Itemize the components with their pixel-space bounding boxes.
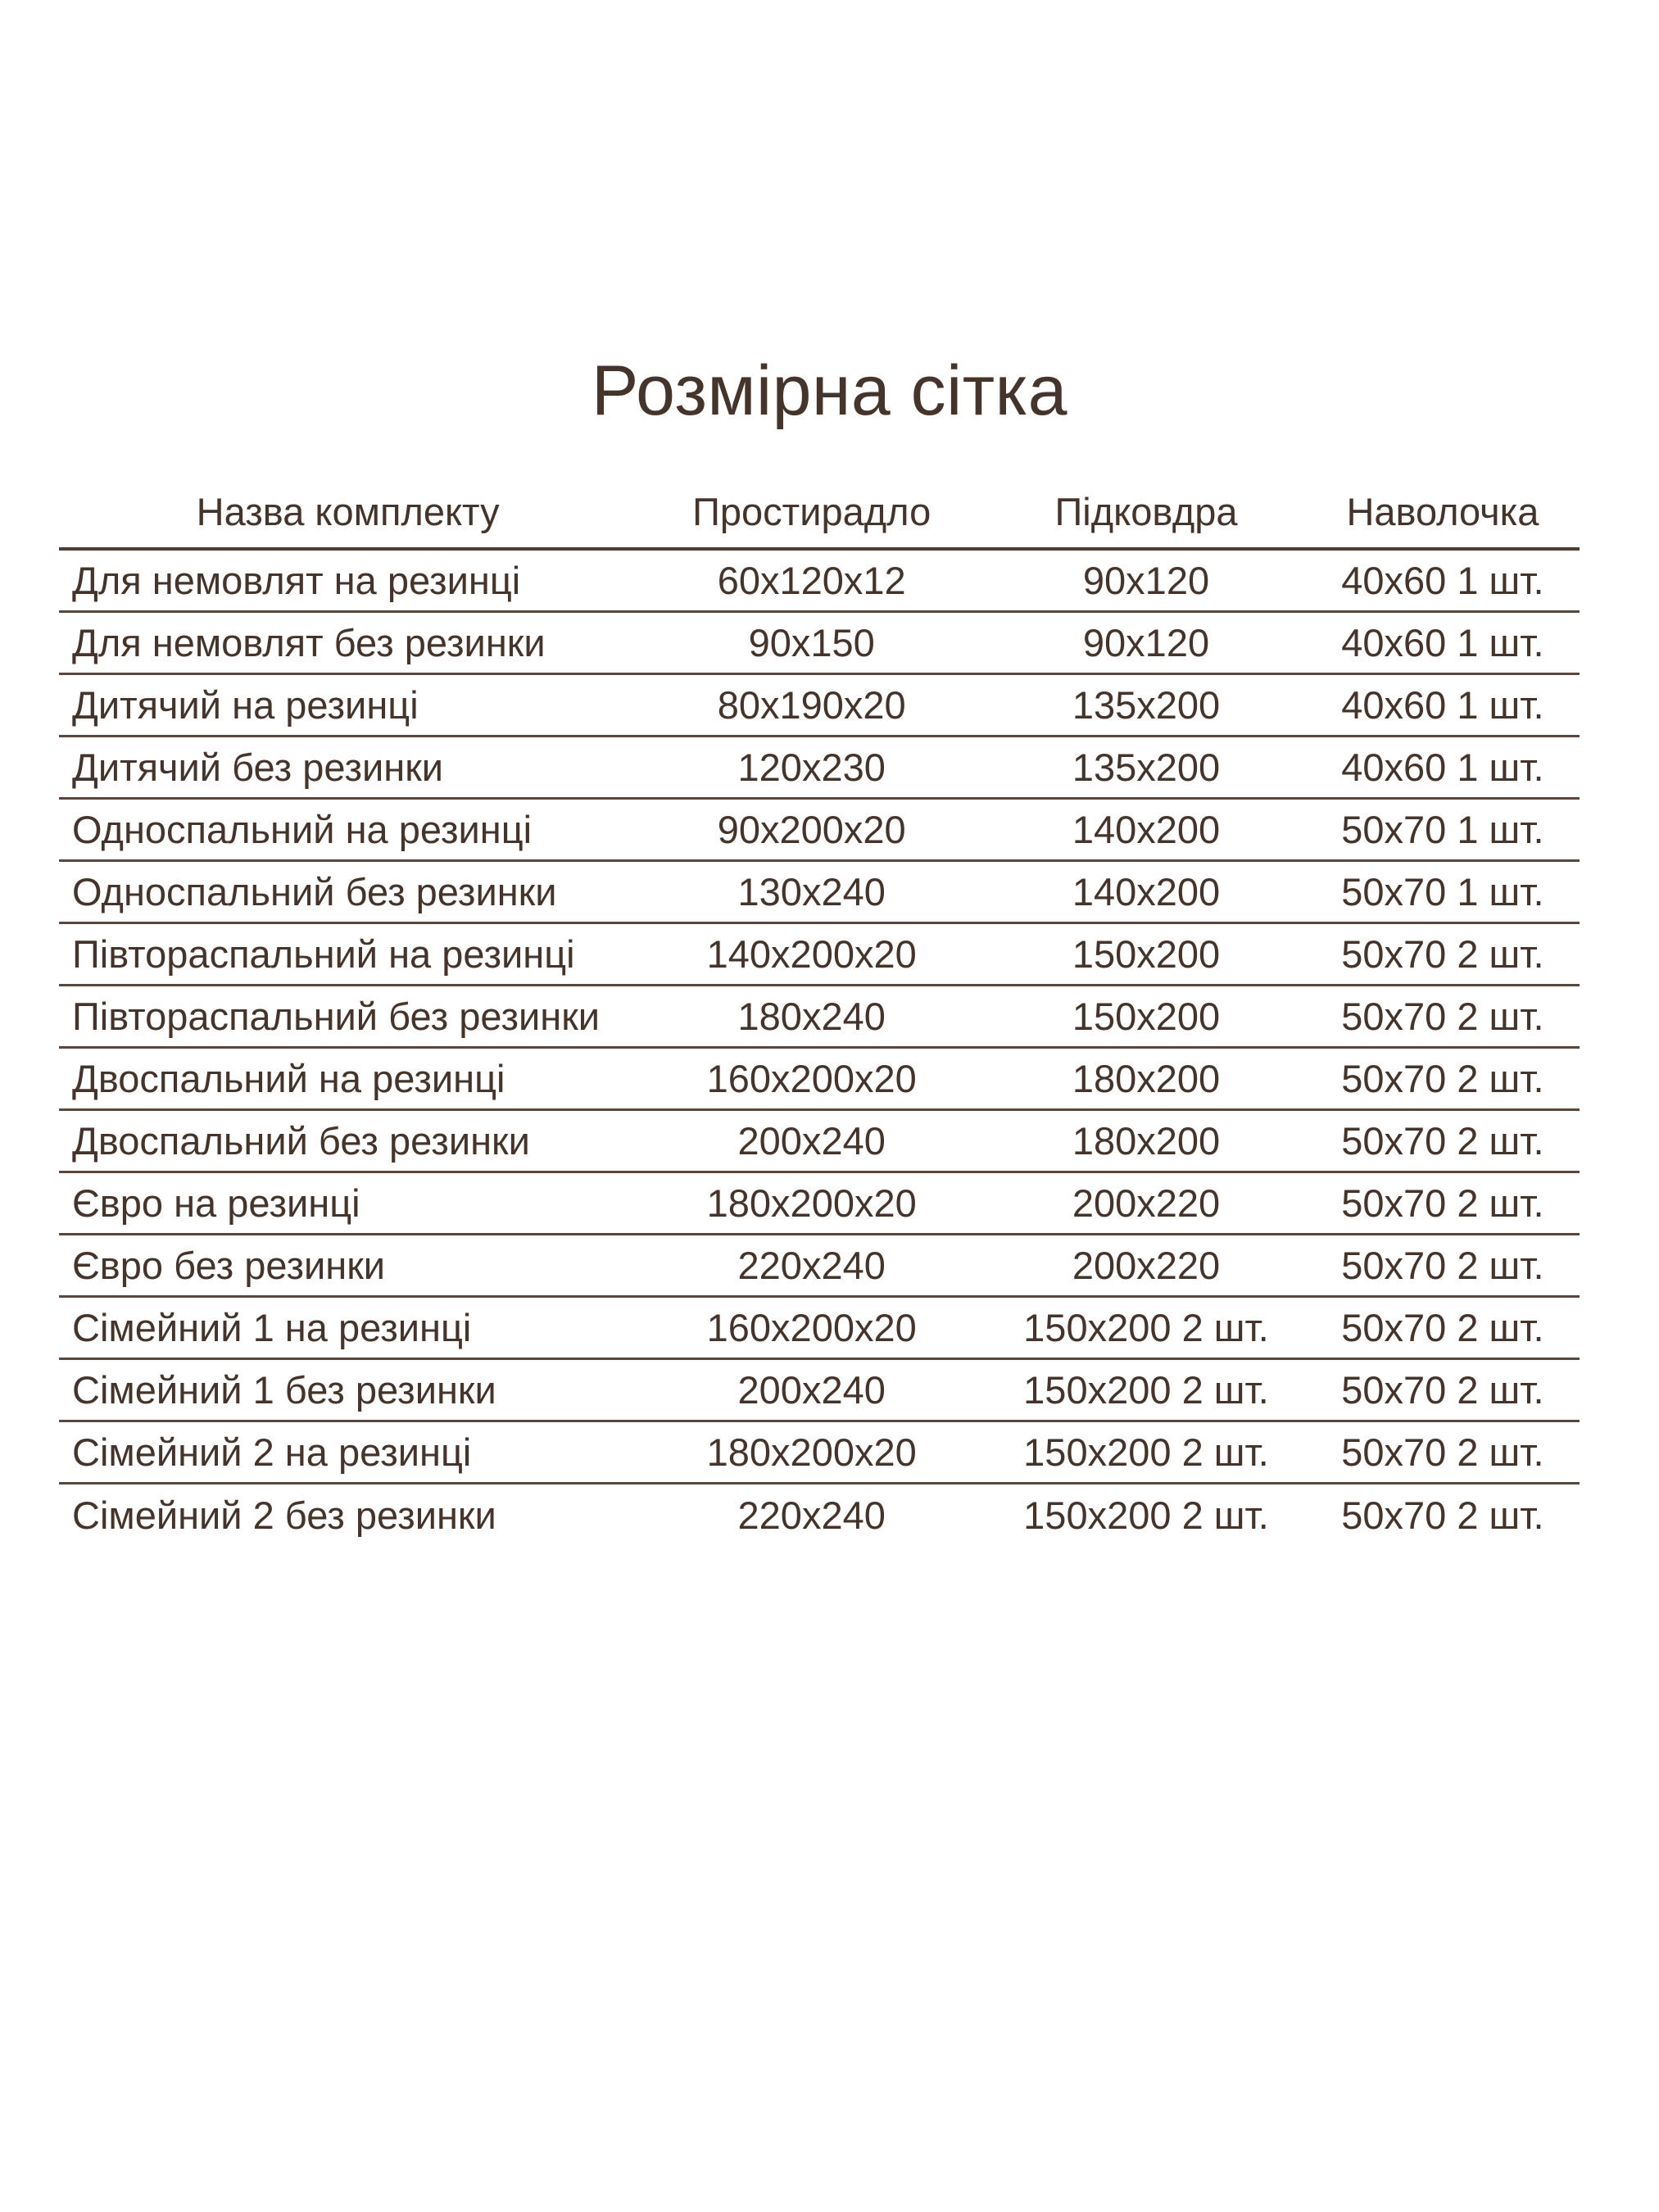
table-row [59, 1173, 1580, 1235]
cell-set-name: Двоспальний без резинки [72, 1118, 530, 1163]
table-row [59, 800, 1580, 862]
table-row [59, 737, 1580, 800]
header-cell-sheet: Простирадло [692, 490, 931, 534]
cell-pillowcase: 40х60 1 шт. [1341, 558, 1544, 602]
cell-pillowcase: 40х60 1 шт. [1341, 745, 1544, 789]
cell-set-name: Сімейний 2 на резинці [72, 1430, 472, 1474]
cell-sheet: 200х240 [737, 1367, 886, 1412]
table-row [59, 1111, 1580, 1173]
cell-duvet: 135х200 [1072, 745, 1221, 789]
cell-duvet: 150х200 2 шт. [1023, 1430, 1269, 1474]
cell-pillowcase: 50х70 2 шт. [1341, 1367, 1544, 1412]
cell-pillowcase: 50х70 2 шт. [1341, 994, 1544, 1038]
cell-pillowcase: 50х70 2 шт. [1341, 1118, 1544, 1163]
cell-sheet: 180х200х20 [706, 1430, 917, 1474]
table-row [59, 675, 1580, 737]
cell-pillowcase: 50х70 2 шт. [1341, 931, 1544, 976]
cell-pillowcase: 50х70 1 шт. [1341, 807, 1544, 851]
cell-duvet: 180х200 [1072, 1056, 1221, 1100]
header-cell-set-name: Назва комплекту [196, 490, 500, 534]
size-table [59, 477, 1580, 1547]
cell-pillowcase: 50х70 2 шт. [1341, 1056, 1544, 1100]
cell-duvet: 200х220 [1072, 1243, 1221, 1287]
cell-sheet: 160х200х20 [706, 1305, 917, 1349]
table-row [59, 613, 1580, 675]
table-row [59, 1298, 1580, 1360]
cell-set-name: Півтораспальний на резинці [72, 931, 575, 976]
cell-pillowcase: 50х70 2 шт. [1341, 1243, 1544, 1287]
cell-set-name: Дитячий без резинки [72, 745, 444, 789]
header-cell-pillowcase: Наволочка [1346, 490, 1539, 534]
cell-duvet: 180х200 [1072, 1118, 1221, 1163]
cell-set-name: Сімейний 1 без резинки [72, 1367, 496, 1412]
cell-set-name: Двоспальний на резинці [72, 1056, 505, 1100]
cell-sheet: 220х240 [737, 1494, 886, 1538]
cell-duvet: 140х200 [1072, 869, 1221, 913]
cell-sheet: 180х240 [737, 994, 886, 1038]
cell-set-name: Сімейний 1 на резинці [72, 1305, 472, 1349]
cell-set-name: Півтораспальний без резинки [72, 994, 601, 1038]
cell-duvet: 200х220 [1072, 1181, 1221, 1225]
table-row [59, 1049, 1580, 1111]
table-row [59, 1484, 1580, 1547]
cell-duvet: 150х200 2 шт. [1023, 1494, 1269, 1538]
cell-sheet: 90х150 [748, 620, 875, 664]
cell-duvet: 150х200 2 шт. [1023, 1367, 1269, 1412]
cell-pillowcase: 50х70 1 шт. [1341, 869, 1544, 913]
table-row [59, 1422, 1580, 1484]
cell-duvet: 150х200 [1072, 931, 1221, 976]
cell-duvet: 150х200 [1072, 994, 1221, 1038]
table-row [59, 986, 1580, 1049]
table-row [59, 862, 1580, 924]
cell-set-name: Односпальний на резинці [72, 807, 533, 851]
cell-duvet: 140х200 [1072, 807, 1221, 851]
cell-duvet: 135х200 [1072, 682, 1221, 727]
cell-sheet: 60х120х12 [717, 558, 906, 602]
cell-set-name: Євро на резинці [72, 1181, 360, 1225]
cell-pillowcase: 50х70 2 шт. [1341, 1305, 1544, 1349]
cell-set-name: Дитячий на резинці [72, 682, 419, 727]
table-row [59, 551, 1580, 613]
cell-pillowcase: 50х70 2 шт. [1341, 1430, 1544, 1474]
cell-duvet: 90х120 [1082, 558, 1210, 602]
cell-duvet: 150х200 2 шт. [1023, 1305, 1269, 1349]
cell-set-name: Євро без резинки [72, 1243, 386, 1287]
cell-set-name: Односпальний без резинки [72, 869, 557, 913]
cell-set-name: Для немовлят без резинки [72, 620, 546, 664]
cell-sheet: 140х200х20 [706, 931, 917, 976]
cell-sheet: 120х230 [737, 745, 886, 789]
page-title: Розмірна сітка [592, 351, 1067, 430]
table-row [59, 924, 1580, 986]
cell-sheet: 80х190х20 [717, 682, 906, 727]
cell-sheet: 180х200х20 [706, 1181, 917, 1225]
cell-pillowcase: 40х60 1 шт. [1341, 682, 1544, 727]
cell-sheet: 160х200х20 [706, 1056, 917, 1100]
cell-pillowcase: 40х60 1 шт. [1341, 620, 1544, 664]
cell-sheet: 130х240 [737, 869, 886, 913]
table-row [59, 1360, 1580, 1422]
cell-sheet: 200х240 [737, 1118, 886, 1163]
table-row [59, 1235, 1580, 1298]
header-cell-duvet: Підковдра [1054, 490, 1238, 534]
cell-sheet: 90х200х20 [717, 807, 906, 851]
cell-pillowcase: 50х70 2 шт. [1341, 1181, 1544, 1225]
cell-pillowcase: 50х70 2 шт. [1341, 1494, 1544, 1538]
cell-duvet: 90х120 [1082, 620, 1210, 664]
cell-set-name: Сімейний 2 без резинки [72, 1494, 496, 1538]
cell-sheet: 220х240 [737, 1243, 886, 1287]
table-header-row [59, 477, 1580, 551]
cell-set-name: Для немовлят на резинці [72, 558, 521, 602]
